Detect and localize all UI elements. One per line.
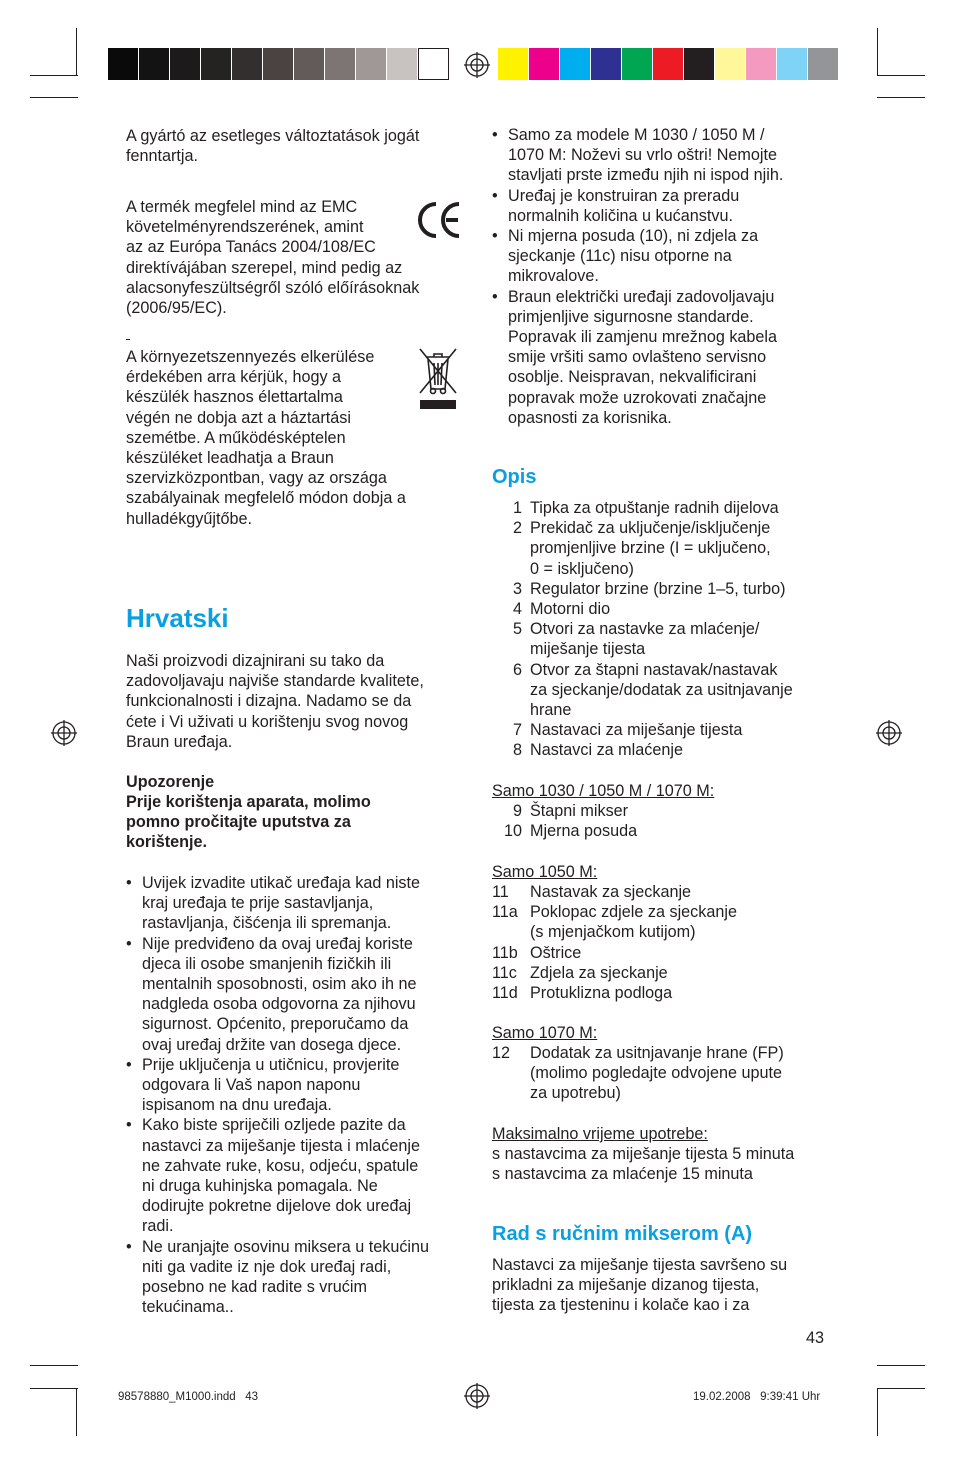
text-line: A környezetszennyezés elkerülése xyxy=(126,348,375,366)
numbered-item xyxy=(492,740,837,760)
item-text xyxy=(530,902,737,942)
section-title-rad: Rad s ručnim mikserom (A) xyxy=(492,1223,753,1245)
bullet-line: Samo za modele M 1030 / 1050 M / xyxy=(508,126,765,144)
text-line: végén ne dobja azt a háztartási xyxy=(126,408,351,427)
bullet-line: Uređaj je konstruiran za preradu xyxy=(508,186,740,205)
bullet-line: Popravak ili zamjenu mrežnog kabela xyxy=(508,328,778,347)
item-line: za upotrebu) xyxy=(530,1084,621,1103)
crop-mark xyxy=(877,75,925,76)
registration-target-icon xyxy=(464,1383,490,1409)
text-line: készülék hasznos élettartalma xyxy=(126,388,343,407)
item-line: Mjerna posuda xyxy=(530,822,638,841)
bullet-line: Ni mjerna posuda (10), ni zdjela za xyxy=(508,227,759,246)
item-line: Nastavak za sjeckanje xyxy=(530,883,692,901)
item-text xyxy=(530,882,691,902)
item-number: 5 xyxy=(512,620,522,639)
registration-target-icon xyxy=(51,720,77,746)
bullet-line: ovaj uređaj držite van dosega djece. xyxy=(142,1035,402,1054)
numbered-item xyxy=(492,821,837,841)
color-swatch xyxy=(418,48,449,80)
max-usage-title: Maksimalno vrijeme upotrebe: xyxy=(492,1125,708,1143)
bullet-line: smije vršiti samo ovlašteno servisno xyxy=(508,348,767,367)
separator-dash xyxy=(126,339,130,340)
item-number: 11d xyxy=(492,984,518,1003)
warning-title: Upozorenje xyxy=(126,773,215,791)
text-line: fenntartja. xyxy=(126,147,198,166)
bullet-dot: • xyxy=(126,934,132,953)
item-line: Nastavci za mlaćenje xyxy=(530,741,683,760)
item-line: Oštrice xyxy=(530,943,582,962)
text-line: funkcionalnosti i dizajna. Nadamo se da xyxy=(126,692,412,711)
item-line: Poklopac zdjele za sjeckanje xyxy=(530,903,737,922)
item-text xyxy=(530,821,637,841)
color-swatch xyxy=(294,48,325,80)
item-text xyxy=(530,963,668,983)
color-swatch xyxy=(387,48,418,80)
item-line: promjenljive brzine (I = uključeno, xyxy=(530,539,771,558)
bullet-line: mikrovalove. xyxy=(508,267,599,286)
text-line: Braun uređaja. xyxy=(126,732,233,751)
environment-notice xyxy=(126,347,466,529)
color-swatch xyxy=(139,48,170,80)
bullet-line: Nije predviđeno da ovaj uređaj koriste xyxy=(142,934,413,953)
crop-mark xyxy=(30,1388,78,1389)
bullet-line: ispisanom na dnu uređaja. xyxy=(142,1096,332,1115)
item-line: Nastavaci za miješanje tijesta xyxy=(530,721,743,740)
bullet-line: djeca ili osobe smanjenih fizičkih ili xyxy=(142,954,392,973)
item-number: 1 xyxy=(512,499,522,517)
safety-bullet-list xyxy=(126,873,471,1317)
text-line: pomno pročitajte uputstva za xyxy=(126,813,351,832)
bullet-line: popravak može uzrokovati značajne xyxy=(508,388,767,407)
bullet-line: osoblje. Neispravan, nekvalificirani xyxy=(508,368,757,387)
item-line: hrane xyxy=(530,701,572,720)
bullet-line: sjeckanje (11c) nisu otporne na xyxy=(508,247,732,266)
weee-crossed-bin-icon xyxy=(416,345,460,409)
manufacturer-note xyxy=(126,126,466,166)
crop-mark xyxy=(76,1388,77,1436)
item-number: 10 xyxy=(503,822,522,841)
bullet-line: 1070 M: Noževi su vrlo oštri! Nemojte xyxy=(508,146,777,165)
color-swatch xyxy=(560,48,591,80)
item-text xyxy=(530,599,610,619)
registration-target-icon xyxy=(464,52,490,78)
text-line: A gyártó az esetleges változtatások jogát xyxy=(126,127,420,145)
bullet-dot: • xyxy=(126,1116,132,1135)
item-line: Protuklizna podloga xyxy=(530,984,673,1003)
text-line: ćete i Vi uživati u korištenju svog novog xyxy=(126,712,409,731)
numbered-item xyxy=(492,619,837,659)
bullet-line: stavljati prste između njih ni ispod njih. xyxy=(508,166,784,185)
numbered-item xyxy=(492,579,837,599)
color-swatch xyxy=(201,48,232,80)
item-number: 6 xyxy=(512,660,522,679)
color-swatch xyxy=(529,48,560,80)
text-line: alacsonyfeszültségről szóló előírásoknak xyxy=(126,278,420,297)
item-number: 9 xyxy=(512,802,522,820)
bullet-item xyxy=(126,1115,471,1236)
color-swatch xyxy=(715,48,746,80)
bullet-item xyxy=(126,934,471,1055)
crop-mark xyxy=(30,97,78,98)
text-line: Prije korištenja aparata, molimo xyxy=(126,793,371,811)
parts-list-1070 xyxy=(492,1043,837,1104)
numbered-item xyxy=(492,963,837,983)
bullet-item xyxy=(492,226,837,287)
section-title-opis: Opis xyxy=(492,466,537,488)
bullet-line: ni druga kuhinjska pomagala. Ne xyxy=(142,1177,378,1196)
item-text xyxy=(530,983,672,1003)
bullet-line: Kako biste spriječili ozljede pazite da xyxy=(142,1116,406,1135)
bullet-line: tekućinama.. xyxy=(142,1298,234,1317)
bullet-line: mentalnih sposobnosti, osim ako ih ne xyxy=(142,975,417,994)
bullet-dot: • xyxy=(492,126,498,144)
bullet-dot: • xyxy=(126,1237,132,1256)
color-swatch xyxy=(808,48,839,80)
crop-mark xyxy=(877,1388,878,1436)
numbered-item xyxy=(492,902,837,942)
item-number: 7 xyxy=(512,721,522,740)
item-number: 11c xyxy=(492,963,517,982)
item-line: miješanje tijesta xyxy=(530,640,646,659)
item-text xyxy=(530,579,786,599)
bullet-dot: • xyxy=(492,227,498,246)
crop-mark xyxy=(877,28,878,76)
text-line: az az Európa Tanács 2004/108/EC xyxy=(126,238,376,257)
bullet-line: Ne uranjajte osovinu miksera u tekućinu xyxy=(142,1237,430,1256)
item-number: 3 xyxy=(512,579,522,598)
text-line: készüléket leadhatja a Braun xyxy=(126,449,334,468)
bullet-line: nastavci za miješanje tijesta i mlaćenje xyxy=(142,1136,421,1155)
color-swatch xyxy=(356,48,387,80)
bullet-line: Braun električki uređaji zadovoljavaju xyxy=(508,287,775,306)
item-line: Štapni mikser xyxy=(530,802,629,820)
item-line: Regulator brzine (brzine 1–5, turbo) xyxy=(530,579,786,598)
numbered-item xyxy=(492,720,837,740)
bullet-item xyxy=(126,1055,471,1116)
bullet-item xyxy=(126,1237,471,1318)
color-swatch xyxy=(777,48,808,80)
text-line: hulladékgyűjtőbe. xyxy=(126,509,252,528)
item-number: 11 xyxy=(492,883,509,901)
text-line: A termék megfelel mind az EMC xyxy=(126,198,358,216)
color-swatch xyxy=(622,48,653,80)
color-swatch xyxy=(653,48,684,80)
bullet-line: Prije uključenja u utičnicu, provjerite xyxy=(142,1055,400,1074)
text-line: követelményrendszerének, amint xyxy=(126,218,364,237)
text-line: s nastavcima za mlaćenje 15 minuta xyxy=(492,1165,753,1184)
bullet-line: odgovara li Vaš napon naponu xyxy=(142,1076,361,1095)
item-text xyxy=(530,740,683,760)
bullet-dot: • xyxy=(492,186,498,205)
bullet-item xyxy=(126,873,471,934)
item-number: 11b xyxy=(492,943,518,962)
color-swatch xyxy=(263,48,294,80)
numbered-item xyxy=(492,599,837,619)
numbered-item xyxy=(492,801,837,821)
crop-mark xyxy=(877,97,925,98)
color-swatch xyxy=(498,48,529,80)
text-line: érdekében arra kérjük, hogy a xyxy=(126,368,342,387)
footer-timestamp: 19.02.2008 9:39:41 Uhr xyxy=(693,1391,821,1403)
text-line: Nastavci za miješanje tijesta savršeno su xyxy=(492,1256,788,1274)
color-swatch xyxy=(684,48,715,80)
parts-list-1050 xyxy=(492,882,837,1003)
color-swatch xyxy=(746,48,777,80)
bullet-dot: • xyxy=(126,874,132,892)
grayscale-color-bar xyxy=(108,48,449,80)
bullet-line: normalnih količina u kućanstvu. xyxy=(508,206,733,225)
warning-body xyxy=(126,792,466,853)
text-line: szemétbe. A működésképtelen xyxy=(126,428,346,447)
text-line: tijesta za tjesteninu i kolače kao i za xyxy=(492,1296,750,1315)
item-text xyxy=(530,619,759,659)
bullet-line: opasnosti za korisnika. xyxy=(508,408,672,427)
item-number: 12 xyxy=(492,1044,511,1062)
item-number: 2 xyxy=(512,519,522,538)
bullet-item xyxy=(492,125,837,186)
bullet-line: sigurnost. Općenito, preporučamo da xyxy=(142,1015,409,1034)
item-line: Zdjela za sjeckanje xyxy=(530,963,668,982)
registration-target-icon xyxy=(876,720,902,746)
item-text xyxy=(530,498,779,518)
color-swatch xyxy=(232,48,263,80)
item-line: Tipka za otpuštanje radnih dijelova xyxy=(530,499,779,517)
group-title-1070: Samo 1070 M: xyxy=(492,1024,598,1042)
color-swatch xyxy=(325,48,356,80)
numbered-item xyxy=(492,983,837,1003)
ce-mark-icon xyxy=(416,200,462,240)
crop-mark xyxy=(76,28,77,76)
bullet-dot: • xyxy=(126,1055,132,1074)
bullet-item xyxy=(492,287,837,428)
numbered-item xyxy=(492,1043,837,1104)
item-line: za sjeckanje/dodatak za usitnjavanje xyxy=(530,680,793,699)
rad-paragraph xyxy=(492,1255,837,1316)
numbered-item xyxy=(492,518,837,579)
crop-mark xyxy=(30,1365,78,1366)
group-title-1030: Samo 1030 / 1050 M / 1070 M: xyxy=(492,782,715,800)
bullet-line: kraj uređaja te prije sastavljanja, xyxy=(142,894,374,913)
numbered-item xyxy=(492,943,837,963)
item-line: 0 = isključeno) xyxy=(530,559,634,578)
max-usage-text xyxy=(492,1144,837,1184)
numbered-item xyxy=(492,660,837,721)
bullet-line: dodirujte pokretne dijelove dok uređaj xyxy=(142,1197,412,1216)
emc-compliance-text xyxy=(126,197,466,318)
section-title-hrvatski: Hrvatski xyxy=(126,603,229,633)
crop-mark xyxy=(877,1365,925,1366)
text-line: prikladni za miješanje dizanog tijesta, xyxy=(492,1276,760,1295)
bullet-line: primjenljive sigurnosne standarde. xyxy=(508,307,754,326)
item-line: (s mjenjačkom kutijom) xyxy=(530,923,696,942)
color-swatch xyxy=(591,48,622,80)
item-number: 11a xyxy=(492,903,518,922)
item-text xyxy=(530,1043,784,1104)
text-line: zadovoljavaju najviše standarde kvalitete, xyxy=(126,672,424,691)
parts-list-1030 xyxy=(492,801,837,841)
crop-mark xyxy=(30,75,78,76)
safety-bullet-list-continued xyxy=(492,125,837,428)
text-line: szabályainak megfelelő módon dobja a xyxy=(126,489,406,508)
bullet-line: Uvijek izvadite utikač uređaja kad niste xyxy=(142,874,421,892)
bullet-line: rastavljanja, čišćenja ili spremanja. xyxy=(142,914,392,933)
text-line: szervizközpontban, vagy az országa xyxy=(126,469,387,488)
intro-paragraph xyxy=(126,651,466,752)
bullet-line: ne zahvate ruke, kosu, odjeću, spatule xyxy=(142,1156,419,1175)
text-line: direktívájában szerepel, mind pedig az xyxy=(126,258,403,277)
item-line: Motorni dio xyxy=(530,600,611,619)
bullet-line: radi. xyxy=(142,1217,174,1236)
crop-mark xyxy=(877,1388,925,1389)
color-swatch xyxy=(170,48,201,80)
item-number: 8 xyxy=(512,741,522,760)
bullet-dot: • xyxy=(492,287,498,306)
parts-list xyxy=(492,498,837,761)
item-text xyxy=(530,660,793,721)
item-line: Otvor za štapni nastavak/nastavak xyxy=(530,660,778,679)
page-number: 43 xyxy=(806,1329,825,1347)
item-line: (molimo pogledajte odvojene upute xyxy=(530,1064,782,1083)
group-title-1050: Samo 1050 M: xyxy=(492,863,598,881)
bullet-line: niti ga vadite iz nje dok uređaj radi, xyxy=(142,1257,392,1276)
text-line: s nastavcima za miješanje tijesta 5 minuta xyxy=(492,1145,795,1163)
item-line: Prekidač za uključenje/isključenje xyxy=(530,519,771,538)
item-text xyxy=(530,720,742,740)
item-text xyxy=(530,943,581,963)
item-text xyxy=(530,801,628,821)
bullet-line: posebno ne kad radite s vrućim xyxy=(142,1278,367,1297)
text-line: (2006/95/EC). xyxy=(126,299,227,318)
item-line: Otvori za nastavke za mlaćenje/ xyxy=(530,620,760,639)
item-text xyxy=(530,518,771,579)
bullet-line: nadgleda osoba odgovorna za njihovu xyxy=(142,995,416,1014)
text-line: Naši proizvodi dizajnirani su tako da xyxy=(126,652,385,670)
numbered-item xyxy=(492,498,837,518)
text-line: korištenje. xyxy=(126,833,207,852)
numbered-item xyxy=(492,882,837,902)
footer-file-name: 98578880_M1000.indd 43 xyxy=(118,1391,259,1403)
color-swatch xyxy=(108,48,139,80)
process-color-bar xyxy=(498,48,839,80)
item-number: 4 xyxy=(512,600,522,619)
item-line: Dodatak za usitnjavanje hrane (FP) xyxy=(530,1044,784,1062)
bullet-item xyxy=(492,186,837,226)
